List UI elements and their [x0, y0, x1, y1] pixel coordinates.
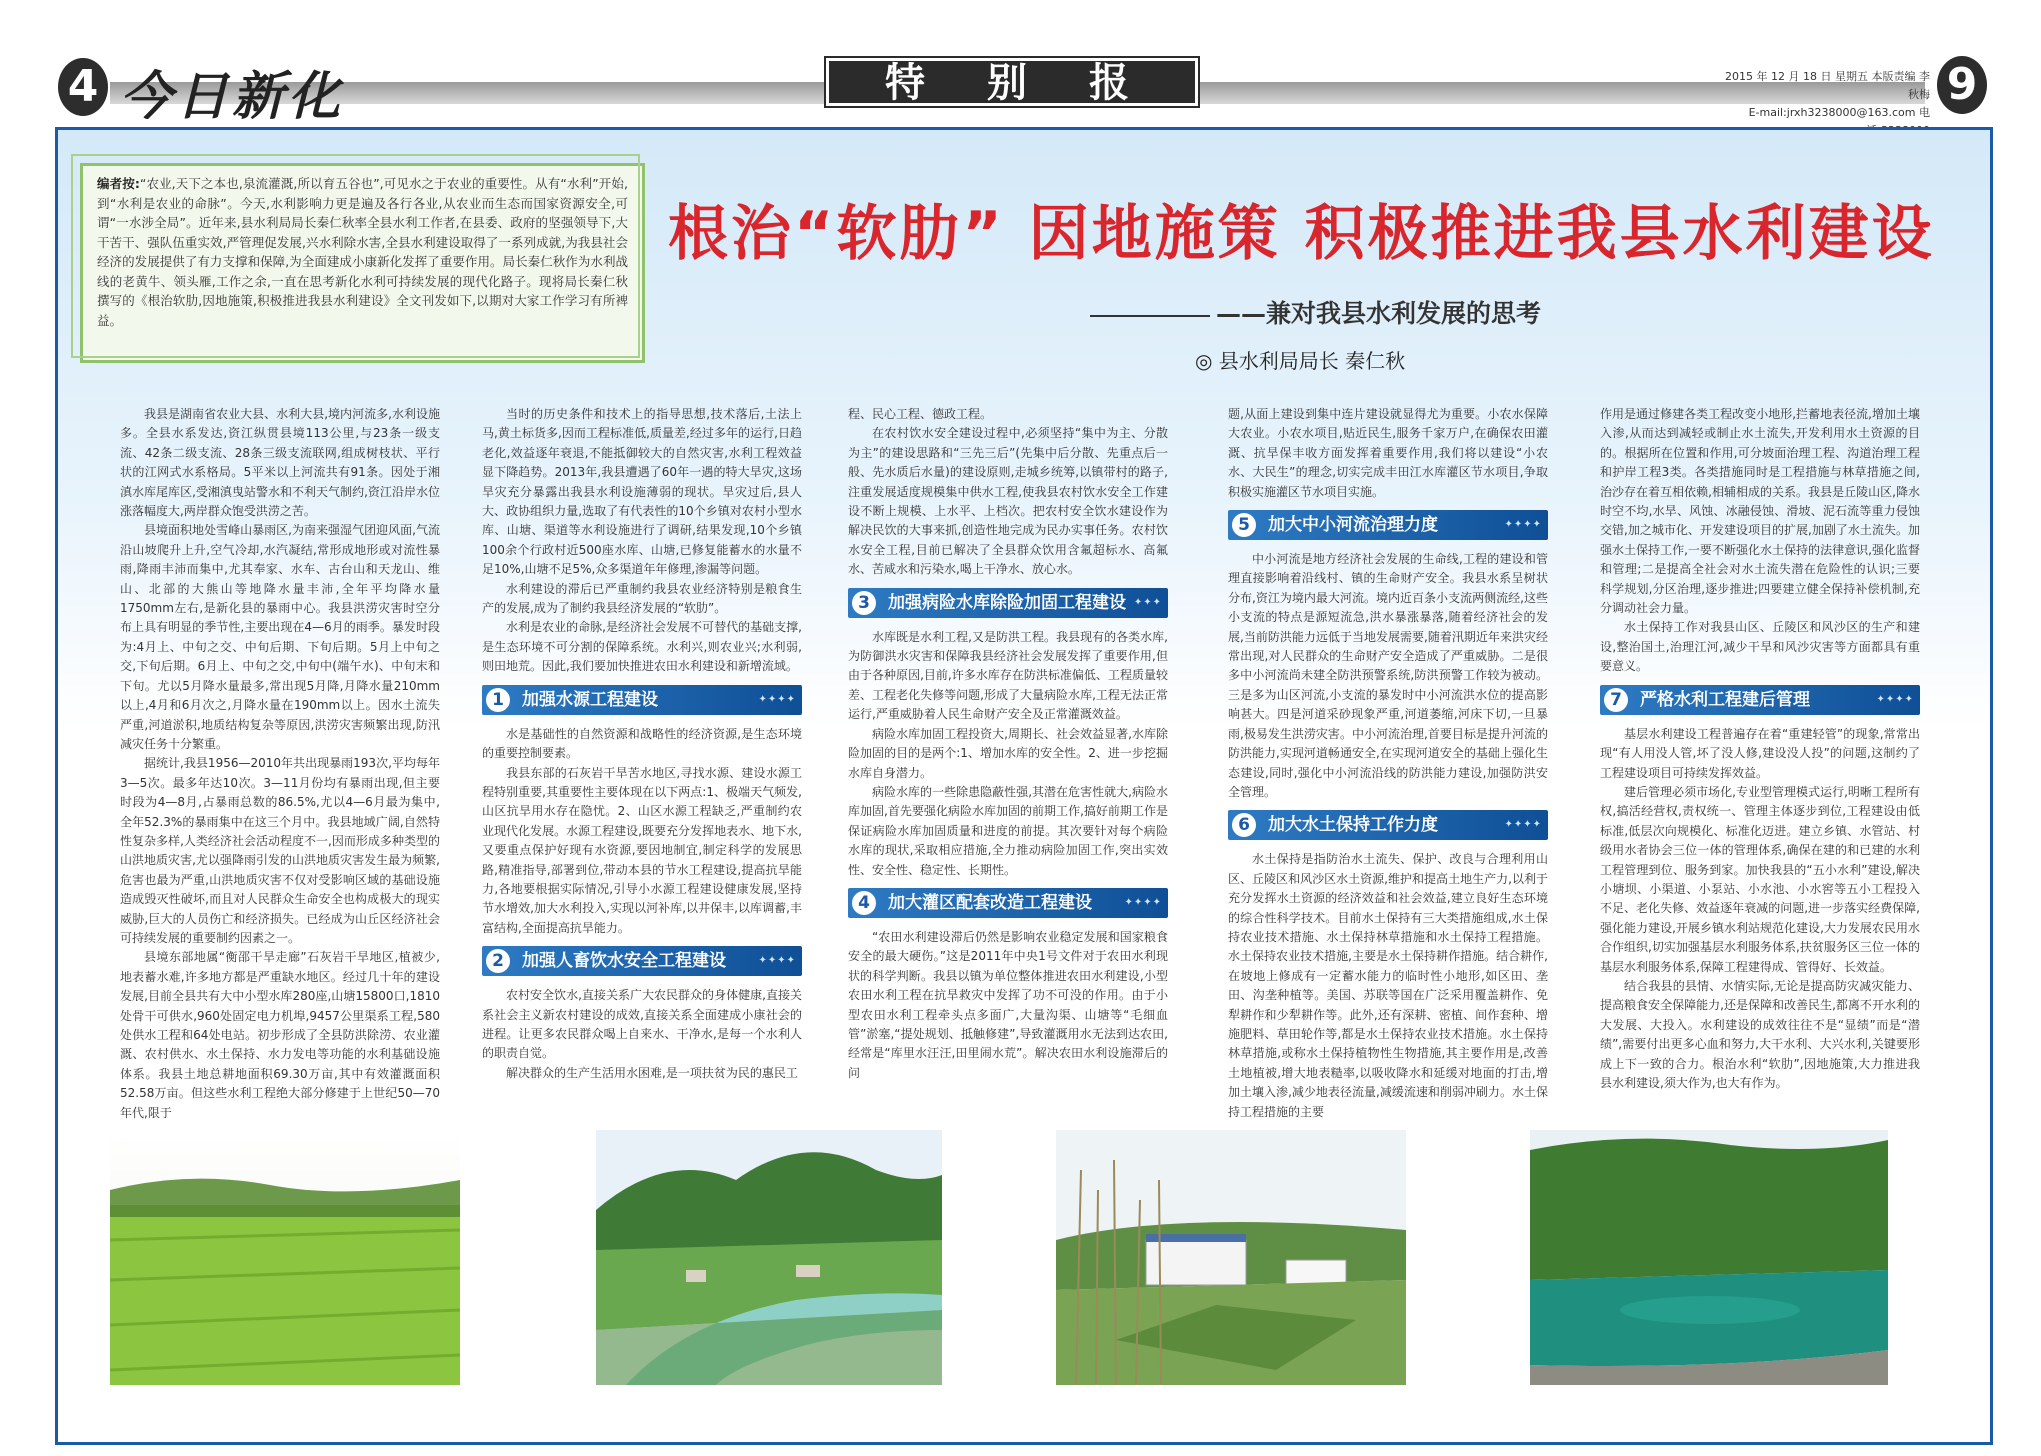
paragraph: 程、民心工程、德政工程。 [848, 407, 993, 421]
section-number: 1 [486, 688, 510, 712]
column-1 [120, 405, 440, 1120]
headline: 根治“软肋” 因地施策 积极推进我县水利建设 [668, 199, 1935, 269]
paragraph: 县境东部地属“衡邵干旱走廊”石灰岩干旱地区,植被少,地表蓄水难,许多地方都是严重缺水地区。经过几十年的建设发展,目前全县共有大中小型水库280座,山塘15800口,1810处骨干可供水,960处固定电力机埠,9457公里渠系工程,580处供水工程和64处电站。初步形成了全县防洪除涝、农业灌溉、农村供水、水土保持、水力发电等功能的水利基础设施体系。我县土地总耕地面积69.30万亩,其中有效灌溉面积52.58万亩。但这些水利工程绝大部分修建于上世纪50—70年代,限于 [120, 950, 440, 1120]
section-title: 加强人畜饮水安全工程建设 [522, 951, 726, 972]
section-title: 加强病险水库除险加固工程建设 [888, 592, 1126, 613]
paragraph: 当时的历史条件和技术上的指导思想,技术落后,土法上马,黄土标货多,因而工程标准低,质量差,经过多年的运行,日趋老化,效益逐年衰退,不能抵御较大的自然灾害,水利工程效益显下降趋势。2013年,我县遭遇了60年一遇的特大旱灾,这场旱灾充分暴露出我县水利设施薄弱的现状。旱灾过后,县人大、政协组织力量,选取了有代表性的10个乡镇对农村小型水库、山塘、渠道等水利设施进行了调研,结果发现,10个乡镇100余个行政村近500座水库、山塘,已修复能蓄水的水量不足10%,山塘不足5%,众多渠道年年修理,渗漏等问题。 [482, 407, 802, 577]
editor-note [80, 163, 645, 363]
paragraph: 中小河流是地方经济社会发展的生命线,工程的建设和管理直接影响着沿线村、镇的生命财产安全。我县水系呈树状分布,资江为境内最大河流。境内近百条小支流两侧流经,这些小支流的特点是源短流急,洪水暴涨暴落,随着经济社会的发展,当前防洪能力远低于当地发展需要,随着汛期近年来洪灾经常出现,对人民群众的生命财产安全造成了严重威胁。二是很多中小河流尚未建全防洪预警系统,防洪预警工作较为被动。三是多为山区河流,小支流的暴发时中小河流洪水位的提高影响甚大。四是河道采砂现象严重,河道萎缩,河床下切,一旦暴雨,极易发生洪涝灾害。中小河流治理,首要目标是提升河流的防洪能力,实现河道畅通安全,在实现河道安全的基础上强化生态建设,同时,强化中小河流沿线的防洪能力建设,加强防洪安全管理。 [1228, 552, 1548, 799]
photo-water-works [1056, 1130, 1406, 1385]
subheadline: ——兼对我县水利发展的思考 [1090, 294, 1541, 330]
paragraph: 水利是农业的命脉,是经济社会发展不可替代的基础支撑,是生态环境不可分割的保障系统。水利兴,则农业兴;水利弱,则田地荒。因此,我们要加快推进农田水利建设和新增流域。 [482, 620, 802, 674]
page-number-right: 9 [1937, 56, 1987, 114]
paragraph: 作用是通过修建各类工程改变小地形,拦蓄地表径流,增加土壤入渗,从而达到减轻或制止水土流失,开发利用水土资源的目的。根据所在位置和作用,可分坡面治理工程、沟道治理工程和护岸工程3类。各类措施同时是工程措施与林草措施之间,治沙存在着互相依赖,相辅相成的关系。我县是丘陵山区,降水时空不均,水旱、风蚀、冰融侵蚀、滑坡、泥石流等重力侵蚀交错,加之城市化、开发建设项目的扩展,加剧了水土流失。加强水土保持工作,一要不断强化水土保持的法律意识,强化监督和管理;二是提高全社会对水土流失潜在危险性的认识;三要科学规划,分区治理,逐步推进;四要建立健全保持补偿机制,充分调动社会力量。 [1600, 407, 1920, 616]
column-4 [1228, 405, 1548, 1119]
photo-rice-field [110, 1130, 460, 1385]
column-2 [482, 405, 802, 1080]
editor-note-label: 编者按: [97, 176, 140, 191]
section-number: 6 [1232, 813, 1256, 837]
section-title: 严格水利工程建后管理 [1640, 689, 1810, 710]
paragraph: 解决群众的生产生活用水困难,是一项扶贫为民的惠民工 [506, 1065, 798, 1080]
paragraph: 据统计,我县1956—2010年共出现暴雨193次,平均每年3—5次。最多年达10次。3—11月份均有暴雨出现,但主要时段为4—8月,占暴雨总数的86.5%,尤以4—6月最为集中,全年52.3%的暴雨集中在这三个月中。我县地域广阔,自然特性复杂多样,人类经济社会活动程度不一,因而形成多种类型的山洪地质灾害,尤以强降雨引发的山洪地质灾害发生最为频繁,危害也最为严重,山洪地质灾害不仅对受影响区域的基础设施造成毁灭性破坏,而且对人民群众生命安全也构成极大的现实威胁,巨大的人员伤亡和经济损失。已经成为山丘区经济社会可持续发展的重要制约因素之一。 [120, 756, 440, 945]
paragraph: 农村安全饮水,直接关系广大农民群众的身体健康,直接关系社会主义新农村建设的成效,直接关系全面建成小康社会的进程。让更多农民群众喝上自来水、干净水,是每一个水利人的职责自觉。 [482, 988, 802, 1061]
section-number: 5 [1232, 513, 1256, 537]
paragraph: 水是基础性的自然资源和战略性的经济资源,是生态环境的重要控制要素。 [482, 726, 802, 761]
section-heading-6 [1228, 810, 1548, 840]
paragraph: 水土保持工作对我县山区、丘陵区和风沙区的生产和建设,整治国土,治理江河,减少干旱和风沙灾害等方面都具有重要意义。 [1600, 620, 1920, 674]
photo-reservoir-pond [1530, 1130, 1888, 1385]
paragraph: 题,从面上建设到集中连片建设就显得尤为重要。小农水保障大农业。小农水项目,贴近民生,服务千家万户,在确保农田灌溉、抗旱保丰收方面发挥着重要作用,我们将以建设“小农水、大民生”的理念,切实完成丰田江水库灌区节水项目,争取积极实施灌区节水项目实施。 [1228, 407, 1548, 499]
column-5 [1600, 405, 1920, 1090]
column-3 [848, 405, 1168, 1080]
editor-note-text: “农业,天下之本也,泉流灌溉,所以育五谷也”,可见水之于农业的重要性。从有“水利”开始,到“水利是农业的命脉”。今天,水利影响力更是遍及各行各业,从农业而生态而国家资源安全,可谓“一水涉全局”。近年来,县水利局局长秦仁秋率全县水利工作者,在县委、政府的坚强领导下,大干苦干、强队伍重实效,严管理促发展,兴水利除水害,全县水利建设取得了一系列成就,为我县社会经济的发展提供了有力支撑和保障,为全面建成小康新化发挥了重要作用。局长秦仁秋作为水利战线的老黄牛、领头雁,工作之余,一直在思考新化水利可持续发展的现代化路子。现将局长秦仁秋撰写的《根治软肋,因地施策,积极推进我县水利建设》全文刊发如下,以期对大家工作学习有所裨益。 [97, 176, 629, 328]
section-title: 加强水源工程建设 [522, 689, 658, 710]
section-number: 3 [852, 591, 876, 615]
contact-info: E-mail:jrxh3238000@163.com 电 [1748, 106, 1930, 119]
section-heading-1 [482, 685, 802, 715]
newspaper-logo: 今日新化 [120, 66, 345, 127]
section-heading-5 [1228, 510, 1548, 540]
paragraph: 基层水利建设工程普遍存在着“重建轻管”的现象,常常出现“有人用没人管,坏了没人修,建设没人投”的问题,这制约了工程建设项目可持续发挥效益。 [1600, 726, 1920, 780]
page-number-left: 4 [58, 58, 108, 116]
paragraph: 水利建设的滞后已严重制约我县农业经济特别是粮食生产的发展,成为了制约我县经济发展的“软肋”。 [482, 581, 802, 616]
issue-date: 2015 年 12 月 18 日 星期五 本版责编 李秋梅 [1725, 70, 1930, 101]
stars-decoration-icon: ✦✦✦ [1133, 596, 1162, 608]
paragraph: “农田水利建设滞后仍然是影响农业稳定发展和国家粮食安全的最大硬伤。”这是2011年中央1号文件对于农田水利现状的科学判断。我县以镇为单位整体推进农田水利建设,小型农田水利工程在抗旱救灾中发挥了功不可没的作用。由于小型农田水利工程牵头点多面广,大量沟渠、山塘等“毛细血管”淤塞,“提处规划、抵触修建”,导致灌溉用水无法到达农田,经常是“库里水汪汪,田里闹水荒”。解决农田水利设施滞后的问 [848, 929, 1168, 1080]
section-number: 7 [1604, 688, 1628, 712]
stars-decoration-icon: ✦✦✦✦ [1504, 819, 1542, 831]
section-heading-2 [482, 946, 802, 976]
paragraph: 县境面积地处雪峰山暴雨区,为南来强湿气团迎风面,气流沿山坡爬升上升,空气冷却,水汽凝结,常形成地形或对流性暴雨,降雨丰沛而集中,尤其奉家、水车、古台山和天龙山、维山、北部的大熊山等地降水量丰沛,全年平均降水量1750mm左右,是新化县的暴雨中心。我县洪涝灾害时空分布上具有明显的季节性,主要出现在4—6月的雨季。暴发时段为:4月上、中旬之交、中旬后期、下旬后期。5月上中旬之交,下旬后期。6月上、中旬之交,中旬中(端午水)、中旬末和下旬。尤以5月降水量最多,常出现5月降,月降水量210mm以上,4月和6月次之,月降水量在190mm以上。因水土流失严重,河道淤积,地质结构复杂等原因,洪涝灾害频繁出现,防汛减灾任务十分繁重。 [120, 523, 440, 751]
section-heading-7 [1600, 685, 1920, 715]
section-number: 2 [486, 949, 510, 973]
section-title: 特别报 [826, 58, 1198, 106]
paragraph: 建后管理必须市场化,专业型管理模式运行,明晰工程所有权,搞活经营权,责权统一、管理主体逐步到位,工程建设由低标准,低层次向规模化、标准化迈进。建立乡镇、水管站、村级用水者协会三位一体的管理体系,确保在建的和已建的水利工程管理到位、服务到家。加快我县的“五小水利”建设,解决小塘坝、小渠道、小泵站、小水池、小水窖等五小工程投入不足、老化失修、效益逐年衰减的问题,进一步落实经费保障,强化能力建设,开展乡镇水利站规范化建设,大力发展农民用水合作组织,切实加强基层水利服务体系,扶贫服务区三位一体的基层水利服务体系,保障工程建得成、管得好、长效益。 [1600, 784, 1920, 974]
section-title: 加大水土保持工作力度 [1268, 815, 1438, 836]
section-heading-3 [848, 588, 1168, 618]
section-title: 加大中小河流治理力度 [1268, 515, 1438, 536]
stars-decoration-icon: ✦✦✦✦ [758, 955, 796, 967]
section-heading-4 [848, 888, 1168, 918]
stars-decoration-icon: ✦✦✦✦ [1124, 896, 1162, 908]
paragraph: 在农村饮水安全建设过程中,必须坚持“集中为主、分散为主”的建设思路和“三先三后”(先集中后分散、先重点后一般、先水质后水量)的建设原则,走城乡统筹,以镇带村的路子,注重发展适度规模集中供水工程,使我县农村饮水安全工作建设不断上规模、上水平、上档次。把农村安全饮水建设作为解决民饮的大事来抓,创造性地完成为民办实事任务。农村饮水安全工程,目前已解决了全县群众饮用含氟超标水、高氟水、苦咸水和污染水,喝上干净水、放心水。 [848, 426, 1168, 577]
stars-decoration-icon: ✦✦✦✦ [1876, 693, 1914, 705]
paragraph: 病险水库的一些除患隐蔽性强,其潜在危害性就大,病险水库加固,首先要强化病险水库加固的前期工作,搞好前期工作是保证病险水库加固质量和进度的前提。其次要针对每个病险水库的现状,采取相应措施,全力推动病险加固工作,突出实效性、安全性、稳定性、长期性。 [848, 784, 1168, 877]
stars-decoration-icon: ✦✦✦✦ [1504, 519, 1542, 531]
paragraph: 水土保持是指防治水土流失、保护、改良与合理利用山区、丘陵区和风沙区水土资源,维护和提高土地生产力,以利于充分发挥水土资源的经济效益和社会效益,建立良好生态环境的综合性科学技术。目前水土保持有三大类措施组成,水土保持农业技术措施、水土保持林草措施和水土保持工程措施。水土保持农业技术措施,主要是水土保持耕作措施。结合耕作,在坡地上修成有一定蓄水能力的临时性小地形,如区田、垄田、沟垄种植等。美国、苏联等国在广泛采用覆盖耕作、免犁耕作和少犁耕作等。此外,还有深耕、密植、间作套种、增施肥料、草田轮作等,都是水土保持农业技术措施。水土保持林草措施,或称水土保持植物性生物措施,其主要作用是,改善土地植被,增大地表糙率,以吸收降水和延缓对地面的打击,增加土壤入渗,减少地表径流量,减缓流速和削弱冲刷力。水土保持工程措施的主要 [1228, 852, 1548, 1119]
masthead [0, 0, 2041, 125]
photo-river-canal [596, 1130, 942, 1385]
section-number: 4 [852, 891, 876, 915]
stars-decoration-icon: ✦✦✦✦ [758, 693, 796, 705]
paragraph: 我县东部的石灰岩干旱苦水地区,寻找水源、建设水源工程特别重要,其重要性主要体现在以下两点:1、极端天气频发,山区抗旱用水存在隐忧。2、山区水源工程缺乏,严重制约农业现代化发展。水源工程建设,既要充分发挥地表水、地下水,又要重点保护好现有水资源,要因地制宜,制定科学的发展思路,精准指导,部署到位,带动本县的节水工程建设,提高抗旱能力,各地要根据实际情况,引导小水源工程建设健康发展,坚持节水增效,加大水利投入,实现以河补库,以井保丰,以库调蓄,丰富结构,全面提高抗旱能力。 [482, 765, 802, 935]
paragraph: 我县是湖南省农业大县、水利大县,境内河流多,水利设施多。全县水系发达,资江纵贯县境113公里,与23条一级支流、42条二级支流、28条三级支流联网,组成树枝状、平行状的江网式水系格局。5平米以上河流共有91条。因处于湘滇水库尾库区,受湘滇曳站警水和不利天气制约,资江沿岸水位涨落幅度大,两岸群众饱受洪涝之苦。 [120, 407, 440, 519]
section-title: 加大灌区配套改造工程建设 [888, 892, 1092, 913]
paragraph: 结合我县的县情、水情实际,无论是提高防灾减灾能力、提高粮食安全保障能力,还是保障和改善民生,都离不开水利的大发展、大投入。水利建设的成效往往不是“显绩”而是“潜绩”,需要付出更多心血和努力,大干水利、大兴水利,关键要形成上下一致的合力。根治水利“软肋”,因地施策,大力推进我县水利建设,须大作为,也大有作为。 [1600, 978, 1920, 1090]
paragraph: 水库既是水利工程,又是防洪工程。我县现有的各类水库,为防御洪水灾害和保障我县经济社会发展发挥了重要作用,但由于各种原因,目前,许多水库存在防洪标准偏低、工程质量较差、工程老化失修等问题,形成了大量病险水库,工程无法正常运行,严重威胁着人民生命财产安全及正常灌溉效益。 [848, 629, 1168, 722]
paragraph: 病险水库加固工程投资大,周期长、社会效益显著,水库除险加固的目的是两个:1、增加水库的安全性。2、进一步挖掘水库自身潜力。 [848, 726, 1168, 780]
byline: ◎ 县水利局局长 秦仁秋 [1195, 349, 1406, 373]
